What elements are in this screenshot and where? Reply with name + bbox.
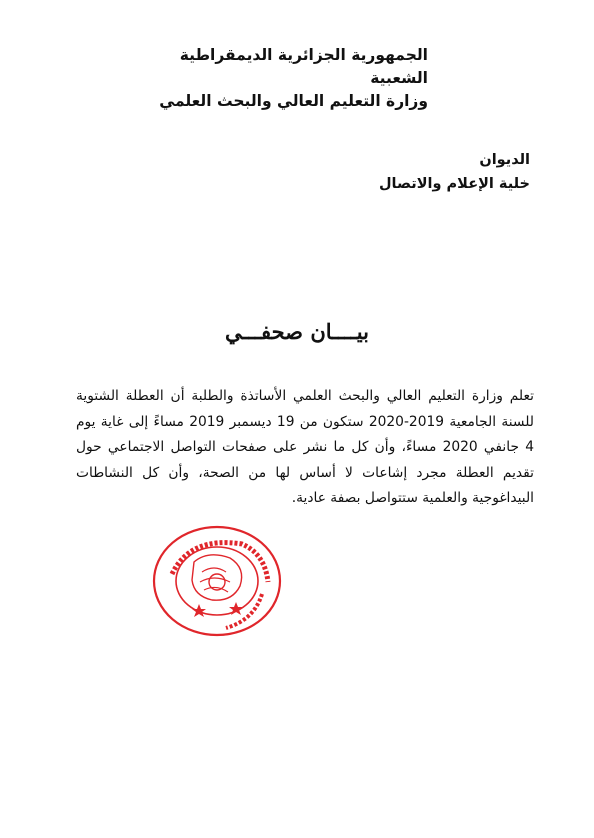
official-stamp-icon <box>150 522 285 640</box>
cell-name: خلية الإعلام والاتصال <box>378 176 530 192</box>
issuing-department <box>290 148 530 196</box>
office-name: الديوان <box>479 152 530 168</box>
letterhead <box>128 44 428 113</box>
republic-name: الجمهورية الجزائرية الديمقراطية الشعبية <box>179 46 428 87</box>
body-paragraph: تعلم وزارة التعليم العالي والبحث العلمي الأساتذة والطلبة أن العطلة الشتوية للسنة الجامعية 2019-2020 ستكون من 19 ديسمبر 2019 مساءً إلى غاية يوم 4 جانفي 2020 مساءً، وأن كل ما نشر على صفحات التواصل الاجتماعي حول تقديم العطلة مجرد إشاعات لا أساس لها من الصحة، وأن كل النشاطات البيداغوجية والعلمية ستتواصل بصفة عادية. <box>76 388 534 507</box>
document-title: بيــــان صحفـــي <box>225 319 369 344</box>
ministry-name: وزارة التعليم العالي والبحث العلمي <box>159 92 428 110</box>
